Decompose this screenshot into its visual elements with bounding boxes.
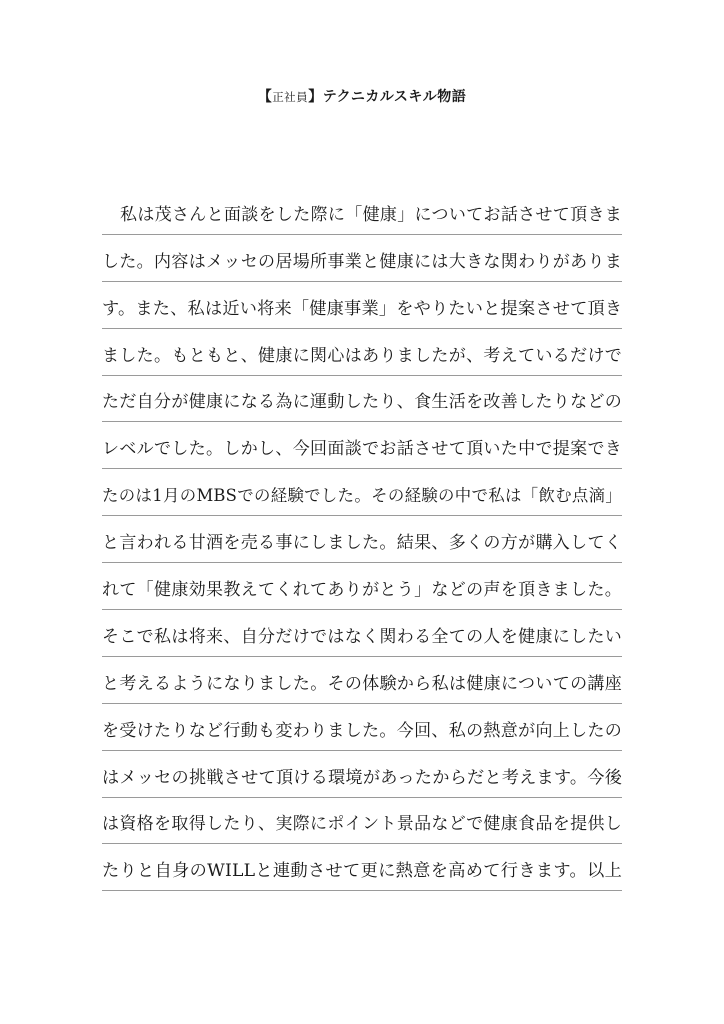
essay-line-5: ただ自分が健康になる為に運動したり、食生活を改善したりなどの [102,392,622,413]
ruled-line [102,516,622,563]
ruled-line [102,469,622,516]
title-main-text: テクニカルスキル物語 [322,89,467,105]
essay-line-11: と考えるようになりました。その体験から私は健康についての講座 [102,673,622,694]
essay-line-15: たりと自身のWILLと連動させて更に熱意を高めて行きます。以上 [102,861,622,882]
essay-line-2: した。内容はメッセの居場所事業と健康には大きな関わりがありま [102,251,622,272]
ruled-line [102,751,622,798]
ruled-line [102,188,622,235]
ruled-line [102,704,622,751]
ruled-line [102,235,622,282]
essay-line-14: は資格を取得したり、実際にポイント景品などで健康食品を提供し [102,814,622,835]
ruled-line [102,844,622,891]
ruled-line [102,657,622,704]
title-employment-tag: 正社員 [272,90,309,104]
ruled-line [102,329,622,376]
ruled-line [102,610,622,657]
ruled-line [102,422,622,469]
title-bracket-open: 【 [257,89,273,105]
essay-line-12: を受けたりなど行動も変わりました。今回、私の熱意が向上したの [102,720,622,741]
essay-line-6: レベルでした。しかし、今回面談でお話させて頂いた中で提案でき [102,439,622,460]
essay-line-7: たのは1月のMBSでの経験でした。その経験の中で私は「飲む点滴」 [102,486,622,506]
document-title [0,86,724,106]
essay-line-10: そこで私は将来、自分だけではなく関わる全ての人を健康にしたい [102,626,622,647]
essay-line-8: と言われる甘酒を売る事にしました。結果、多くの方が購入してく [102,533,622,554]
essay-body [102,188,622,891]
title-bracket-close: 】 [308,89,323,105]
ruled-line [102,798,622,845]
ruled-line [102,563,622,610]
essay-line-1: 私は茂さんと面談をした際に「健康」についてお話させて頂きま [120,204,622,225]
essay-line-4: ました。もともと、健康に関心はありましたが、考えているだけで [102,345,622,366]
essay-line-13: はメッセの挑戦させて頂ける環境があったからだと考えます。今後 [102,767,623,788]
ruled-line [102,282,622,329]
ruled-line [102,376,622,423]
essay-line-9: れて「健康効果教えてくれてありがとう」などの声を頂きました。 [102,580,622,601]
essay-line-3: す。また、私は近い将来「健康事業」をやりたいと提案させて頂き [102,298,623,319]
